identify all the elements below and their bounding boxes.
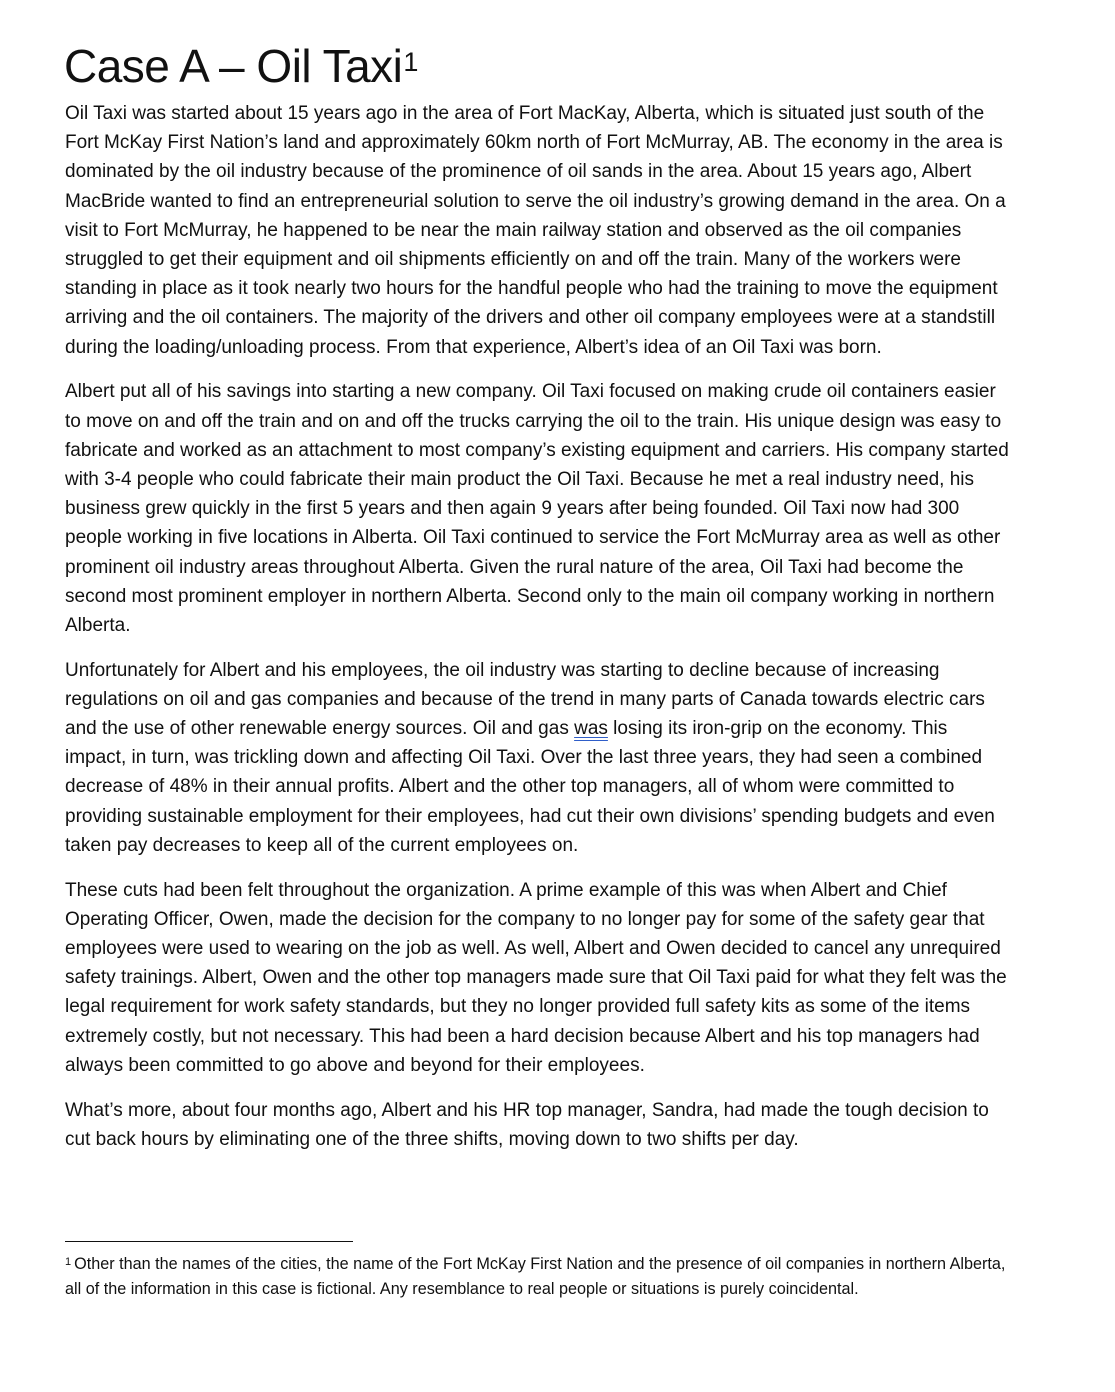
paragraph-decline-before: Unfortunately for Albert and his employees, the oil industry was starting to decline because of increasing regulations on oil and gas companies and because of the trend in many parts of Canada towards electric cars and the use of other renewable energy sources. Oil and gas	[65, 659, 985, 740]
footnote	[65, 1252, 1009, 1301]
case-title	[64, 36, 418, 96]
case-body	[65, 99, 1009, 1169]
paragraph-shifts: What’s more, about four months ago, Albert and his HR top manager, Sandra, had made the tough decision to cut back hours by eliminating one of the three shifts, moving down to two shifts per day.	[65, 1099, 989, 1150]
title-footnote-marker[interactable]: 1	[403, 47, 418, 77]
paragraph-decline	[65, 656, 1009, 860]
footnote-marker[interactable]: 1	[65, 1256, 72, 1268]
case-title-text: Case A – Oil Taxi	[64, 40, 403, 92]
footnote-separator	[65, 1241, 353, 1242]
footnote-text: Other than the names of the cities, the name of the Fort McKay First Nation and the presence of oil companies in northern Alberta, all of the information in this case is fictional. Any resemblance to real people or situations is purely coincidental.	[65, 1255, 1006, 1298]
paragraph-decline-after: losing its iron-grip on the economy. This impact, in turn, was trickling down and affecting Oil Taxi. Over the last three years, they had seen a combined decrease of 48% in their annual profits. Albert and the other top managers, all of whom were committed to providing sustainable employment for their employees, had cut their own divisions’ spending budgets and even taken pay decreases to keep all of the current employees on.	[65, 718, 995, 856]
grammar-flagged-word[interactable]: was	[574, 718, 608, 740]
paragraph-growth: Albert put all of his savings into starting a new company. Oil Taxi focused on making crude oil containers easier to move on and off the train and on and off the trucks carrying the oil to the train. His unique design was easy to fabricate and worked as an attachment to most company’s existing equipment and carriers. His company started with 3-4 people who could fabricate their main product the Oil Taxi. Because he met a real industry need, his business grew quickly in the first 5 years and then again 9 years after being founded. Oil Taxi now had 300 people working in five locations in Alberta. Oil Taxi continued to service the Fort McMurray area as well as other prominent oil industry areas throughout Alberta. Given the rural nature of the area, Oil Taxi had become the second most prominent employer in northern Alberta. Second only to the main oil company working in northern Alberta.	[65, 381, 1009, 636]
paragraph-origin: Oil Taxi was started about 15 years ago in the area of Fort MacKay, Alberta, which is situated just south of the Fort McKay First Nation’s land and approximately 60km north of Fort McMurray, AB. The economy in the area is dominated by the oil industry because of the prominence of oil sands in the area. About 15 years ago, Albert MacBride wanted to find an entrepreneurial solution to serve the oil industry’s growing demand in the area. On a visit to Fort McMurray, he happened to be near the main railway station and observed as the oil companies struggled to get their equipment and oil shipments efficiently on and off the train. Many of the workers were standing in place as it took nearly two hours for the handful people who had the training to move the equipment arriving and the oil containers. The majority of the drivers and other oil company employees were at a standstill during the loading/unloading process. From that experience, Albert’s idea of an Oil Taxi was born.	[65, 103, 1006, 358]
paragraph-cuts: These cuts had been felt throughout the organization. A prime example of this was when Albert and Chief Operating Officer, Owen, made the decision for the company to no longer pay for some of the safety gear that employees were used to wearing on the job as well. As well, Albert and Owen decided to cancel any unrequired safety trainings. Albert, Owen and the other top managers made sure that Oil Taxi paid for what they felt was the legal requirement for work safety standards, but they no longer provided full safety kits as some of the items extremely costly, but not necessary. This had been a hard decision because Albert and his top managers had always been committed to go above and beyond for their employees.	[65, 879, 1007, 1076]
